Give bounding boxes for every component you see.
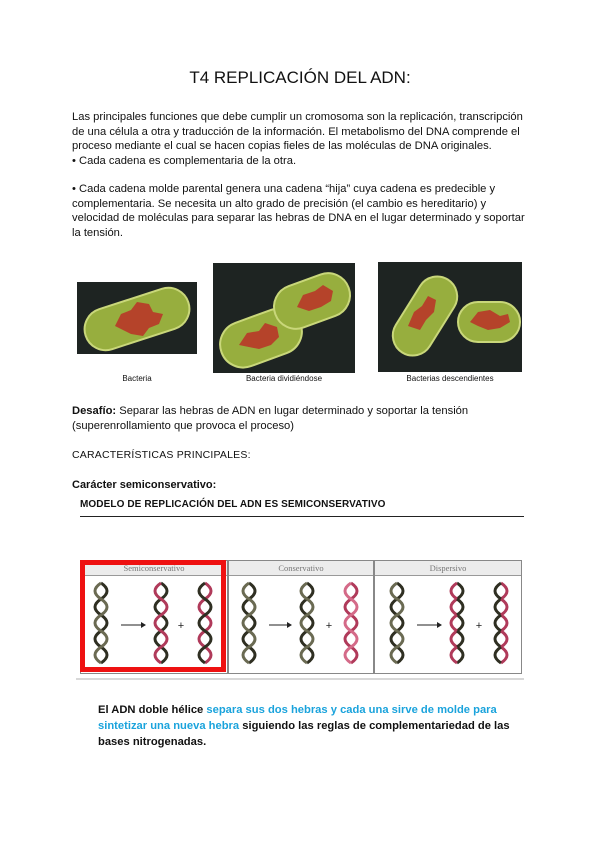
- intro-text: Las principales funciones que debe cumplir un cromosoma son la replicación, transcripción de una célula a otra y traducción de la información. El metabolismo del DNA comprende el proceso mediante el cual se hacen copias fieles de las moléculas de DNA originales.: [72, 111, 523, 153]
- characteristics-heading: CARACTERÍSTICAS PRINCIPALES:: [72, 449, 251, 461]
- semiconservative-heading: Carácter semiconservativo:: [72, 479, 217, 491]
- explanation-part3: siguiendo las reglas de complementariedad de las bases nitrogenadas.: [98, 720, 510, 748]
- challenge-text: Separar las hebras de ADN en lugar determinado y soportar la tensión (superenrollamiento que provoca el proceso): [72, 405, 469, 432]
- caption-bacteria: Bacteria: [122, 374, 152, 383]
- explanation-highlight: separa sus dos hebras y cada una sirve de molde para sintetizar una nueva hebra: [98, 704, 497, 732]
- panel-dispersive-label: Dispersivo: [375, 561, 521, 576]
- bullet-complementary: • Cada cadena es complementaria de la otra.: [72, 154, 297, 167]
- challenge-paragraph: [72, 404, 528, 433]
- dispersive-diagram: [375, 575, 521, 673]
- caption-bacteria-dividing: Bacteria dividiéndose: [245, 374, 323, 383]
- figure-bottom-rule: [76, 678, 524, 680]
- intro-paragraph: [72, 110, 528, 168]
- page-title: T4 REPLICACIÓN DEL ADN:: [189, 68, 411, 87]
- panel-conservative: [228, 560, 374, 674]
- bacteria-descendants-image: [378, 262, 522, 372]
- panel-conservative-label: Conservativo: [229, 561, 373, 576]
- svg-text:+: +: [475, 620, 483, 632]
- conservative-diagram: [229, 575, 373, 673]
- dna-explanation: [98, 702, 516, 750]
- semiconservative-highlight-box: [80, 560, 226, 672]
- bacteria-dividing-image: [213, 263, 355, 373]
- explanation-part1: El ADN doble hélice: [98, 704, 207, 716]
- precision-paragraph: • Cada cadena molde parental genera una cadena “hija” cuya cadena es predecible y complementaria. Se necesita un alto grado de precisión (el cambio es hereditario) y velocidad de moléculas para separar las hebras de DNA en el lugar determinado y soportar la tensión.: [72, 183, 525, 239]
- panel-semiconservative-label: Semiconservativo: [81, 561, 227, 576]
- svg-text:+: +: [177, 620, 185, 632]
- svg-text:+: +: [325, 620, 333, 632]
- caption-bacteria-descendants: Bacterias descendientes: [406, 374, 494, 383]
- challenge-label: Desafío:: [72, 405, 117, 417]
- model-title: MODELO DE REPLICACIÓN DEL ADN ES SEMICONSERVATIVO: [80, 499, 386, 510]
- model-title-divider: [80, 516, 524, 517]
- bacteria-image: [77, 282, 197, 354]
- panel-dispersive: [374, 560, 522, 674]
